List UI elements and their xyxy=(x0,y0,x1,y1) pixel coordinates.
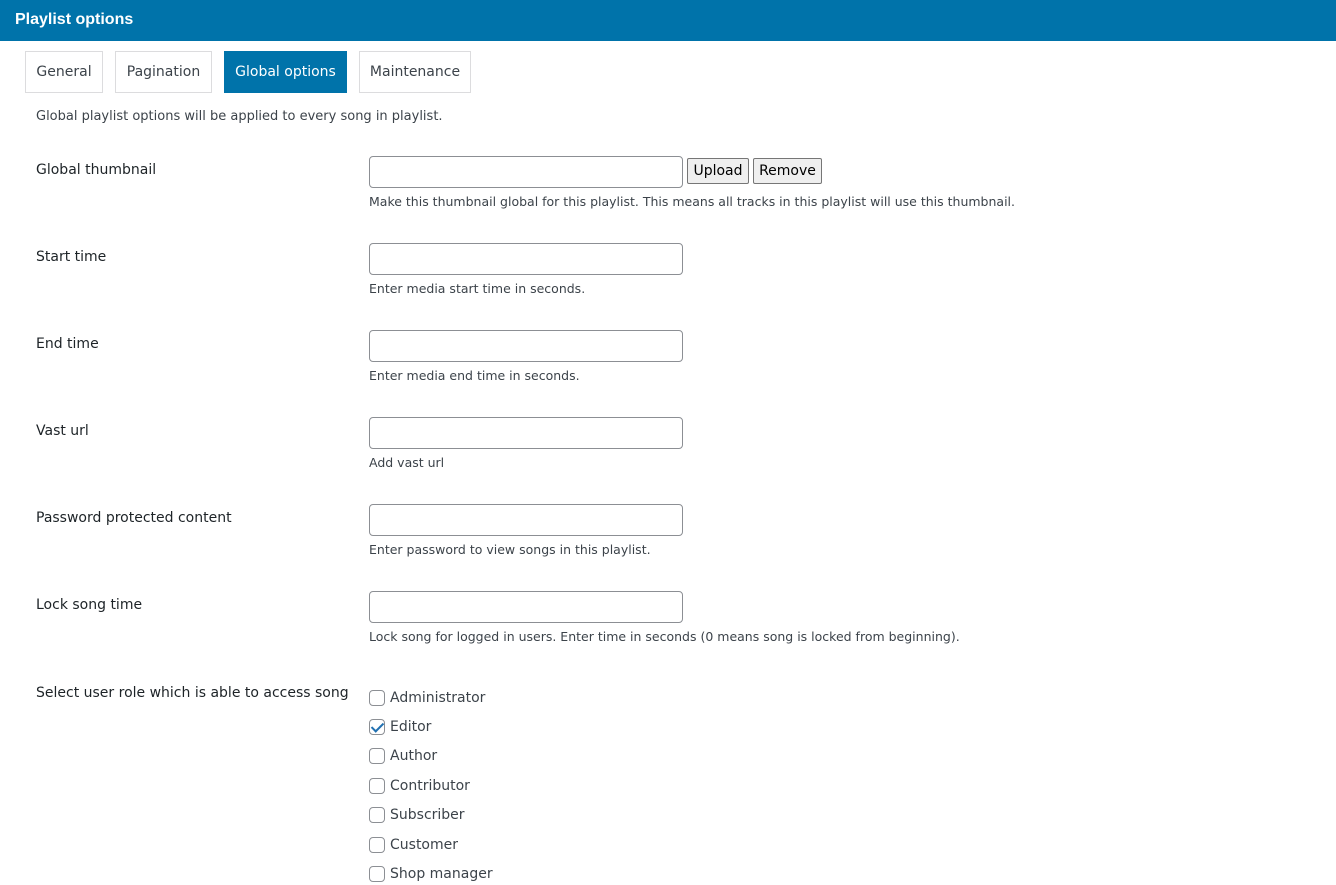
role-option-customer[interactable] xyxy=(369,830,493,859)
role-label: Author xyxy=(390,748,438,765)
end-time-label: End time xyxy=(36,336,99,352)
role-option-subscriber[interactable] xyxy=(369,801,493,830)
start-time-help: Enter media start time in seconds. xyxy=(369,281,586,296)
page-title: Playlist options xyxy=(15,11,134,28)
role-option-contributor[interactable] xyxy=(369,771,493,800)
role-option-shop-manager[interactable] xyxy=(369,859,493,885)
role-checkbox[interactable] xyxy=(369,778,385,794)
global-thumbnail-label: Global thumbnail xyxy=(36,162,157,178)
user-role-label: Select user role which is able to access song xyxy=(36,685,349,701)
role-checkbox[interactable] xyxy=(369,807,385,823)
end-time-input[interactable] xyxy=(369,330,683,362)
lock-song-time-input[interactable] xyxy=(369,591,683,623)
tab-general[interactable]: General xyxy=(25,51,103,93)
role-label: Editor xyxy=(390,719,432,736)
role-label: Shop manager xyxy=(390,866,493,883)
intro-text: Global playlist options will be applied to every song in playlist. xyxy=(36,109,443,124)
role-option-editor[interactable] xyxy=(369,712,493,741)
global-thumbnail-input[interactable] xyxy=(369,156,683,188)
upload-button[interactable]: Upload xyxy=(687,158,749,184)
global-thumbnail-help: Make this thumbnail global for this playlist. This means all tracks in this playlist will use this thumbnail. xyxy=(369,194,1015,209)
role-label: Administrator xyxy=(390,689,486,706)
role-option-author[interactable] xyxy=(369,742,493,771)
role-checkbox[interactable] xyxy=(369,719,385,735)
role-label: Contributor xyxy=(390,777,470,794)
role-checkbox[interactable] xyxy=(369,748,385,764)
vast-url-label: Vast url xyxy=(36,423,89,439)
tab-maintenance[interactable]: Maintenance xyxy=(359,51,471,93)
start-time-input[interactable] xyxy=(369,243,683,275)
user-role-list xyxy=(369,683,493,885)
role-label: Customer xyxy=(390,836,459,853)
start-time-label: Start time xyxy=(36,249,107,265)
header-bar xyxy=(0,0,1336,41)
vast-url-help: Add vast url xyxy=(369,455,445,470)
role-option-administrator[interactable] xyxy=(369,683,493,712)
lock-song-time-help: Lock song for logged in users. Enter time in seconds (0 means song is locked from beginning). xyxy=(369,629,960,644)
tab-pagination[interactable]: Pagination xyxy=(115,51,212,93)
tab-global-options[interactable]: Global options xyxy=(224,51,347,93)
password-label: Password protected content xyxy=(36,510,232,526)
remove-button[interactable]: Remove xyxy=(753,158,822,184)
end-time-help: Enter media end time in seconds. xyxy=(369,368,580,383)
role-checkbox[interactable] xyxy=(369,866,385,882)
password-input[interactable] xyxy=(369,504,683,536)
role-label: Subscriber xyxy=(390,807,465,824)
role-checkbox[interactable] xyxy=(369,837,385,853)
password-help: Enter password to view songs in this playlist. xyxy=(369,542,651,557)
lock-song-time-label: Lock song time xyxy=(36,597,143,613)
role-checkbox[interactable] xyxy=(369,690,385,706)
vast-url-input[interactable] xyxy=(369,417,683,449)
